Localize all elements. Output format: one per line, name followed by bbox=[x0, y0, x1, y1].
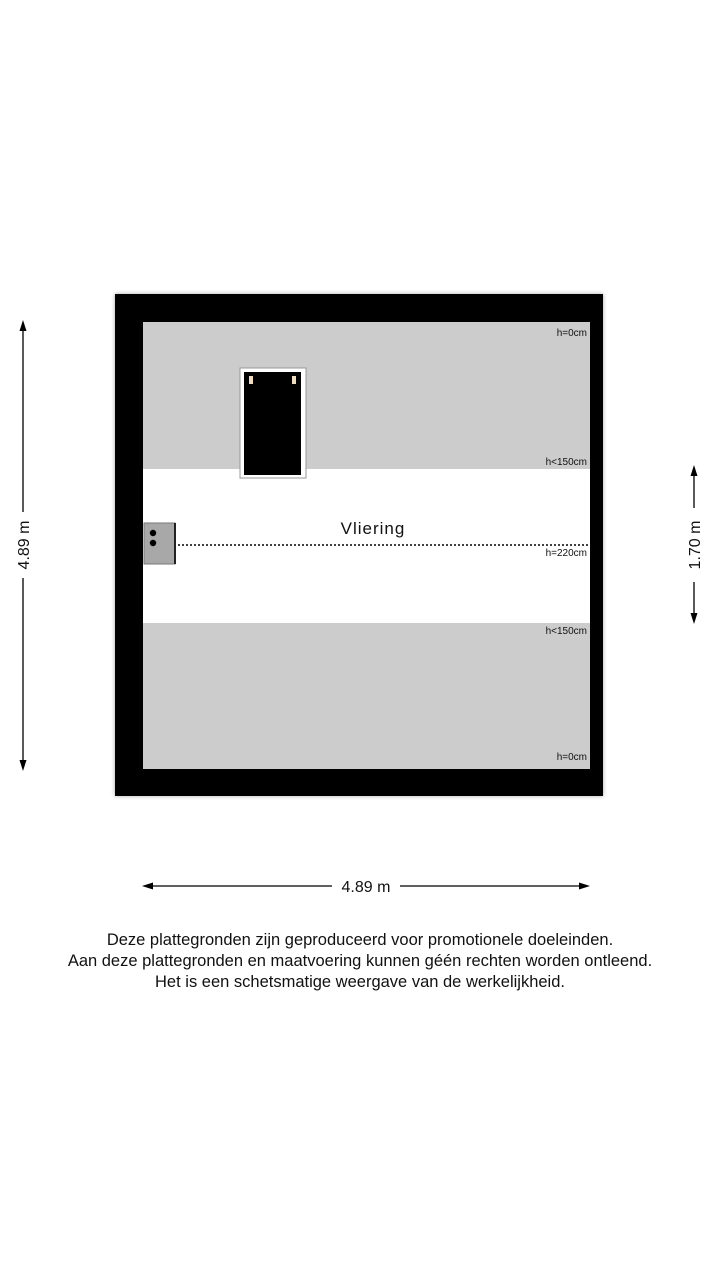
room-name: Vliering bbox=[340, 519, 406, 538]
dimension-right bbox=[687, 465, 704, 624]
dimension-bottom-label: 4.89 m bbox=[341, 879, 391, 896]
low-ceiling-zone-bottom bbox=[143, 623, 590, 769]
wall-appliance bbox=[144, 523, 175, 564]
disclaimer-line-1: Deze plattegronden zijn geproduceerd voor promotionele doeleinden. bbox=[106, 931, 614, 949]
dimension-right-label: 1.70 m bbox=[687, 520, 704, 570]
dimension-left-label: 4.89 m bbox=[16, 520, 33, 570]
disclaimer-line-2: Aan deze plattegronden en maatvoering kunnen géén rechten worden ontleend. bbox=[67, 952, 653, 970]
height-label-bottom-zero: h=0cm bbox=[556, 752, 587, 763]
height-label-top-zero: h=0cm bbox=[556, 328, 587, 339]
full-height-zone bbox=[143, 469, 590, 623]
disclaimer-line-3: Het is een schetsmatige weergave van de werkelijkheid. bbox=[155, 973, 565, 991]
hatch-hinge-right bbox=[292, 376, 296, 384]
disclaimer bbox=[0, 930, 720, 993]
height-label-bottom-150: h<150cm bbox=[545, 626, 587, 637]
hatch-hinge-left bbox=[249, 376, 253, 384]
roof-hatch bbox=[240, 368, 306, 478]
height-label-ridge: h=220cm bbox=[545, 548, 587, 559]
height-label-top-150: h<150cm bbox=[545, 457, 587, 468]
dimension-bottom bbox=[142, 879, 590, 896]
dimension-left bbox=[16, 320, 33, 771]
low-ceiling-zone-top bbox=[143, 322, 590, 469]
